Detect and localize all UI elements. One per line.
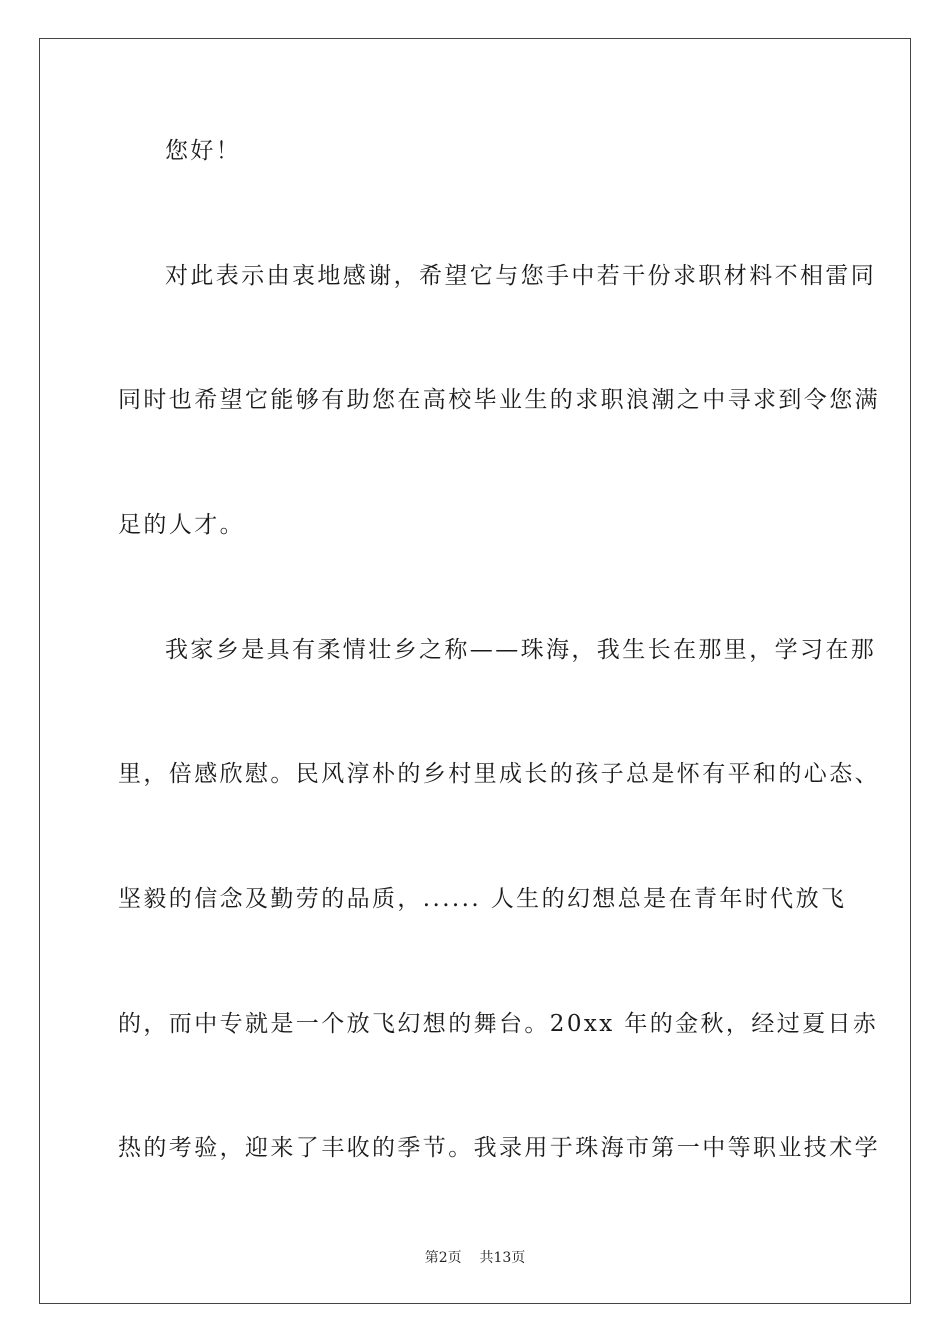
body-line: 的，而中专就是一个放飞幻想的舞台。20xx 年的金秋，经过夏日赤 [118, 1011, 879, 1037]
page-number: 第2页 [424, 1250, 462, 1266]
body-line: 里，倍感欣慰。民风淳朴的乡村里成长的孩子总是怀有平和的心态、 [118, 761, 880, 787]
body-line: 我家乡是具有柔情壮乡之称——珠海，我生长在那里，学习在那 [165, 637, 877, 663]
page-total: 共13页 [479, 1250, 526, 1266]
body-line: 同时也希望它能够有助您在高校毕业生的求职浪潮之中寻求到令您满 [118, 387, 880, 413]
greeting-line: 您好！ [165, 138, 242, 164]
body-line: 坚毅的信念及勤劳的品质，...... 人生的幻想总是在青年时代放飞 [118, 886, 847, 912]
body-line: 热的考验，迎来了丰收的季节。我录用于珠海市第一中等职业技术学 [118, 1135, 880, 1161]
body-line: 对此表示由衷地感谢，希望它与您手中若干份求职材料不相雷同 [165, 263, 877, 289]
page-frame [39, 38, 911, 1304]
body-line: 足的人才。 [118, 512, 245, 538]
page-footer [0, 1249, 950, 1267]
